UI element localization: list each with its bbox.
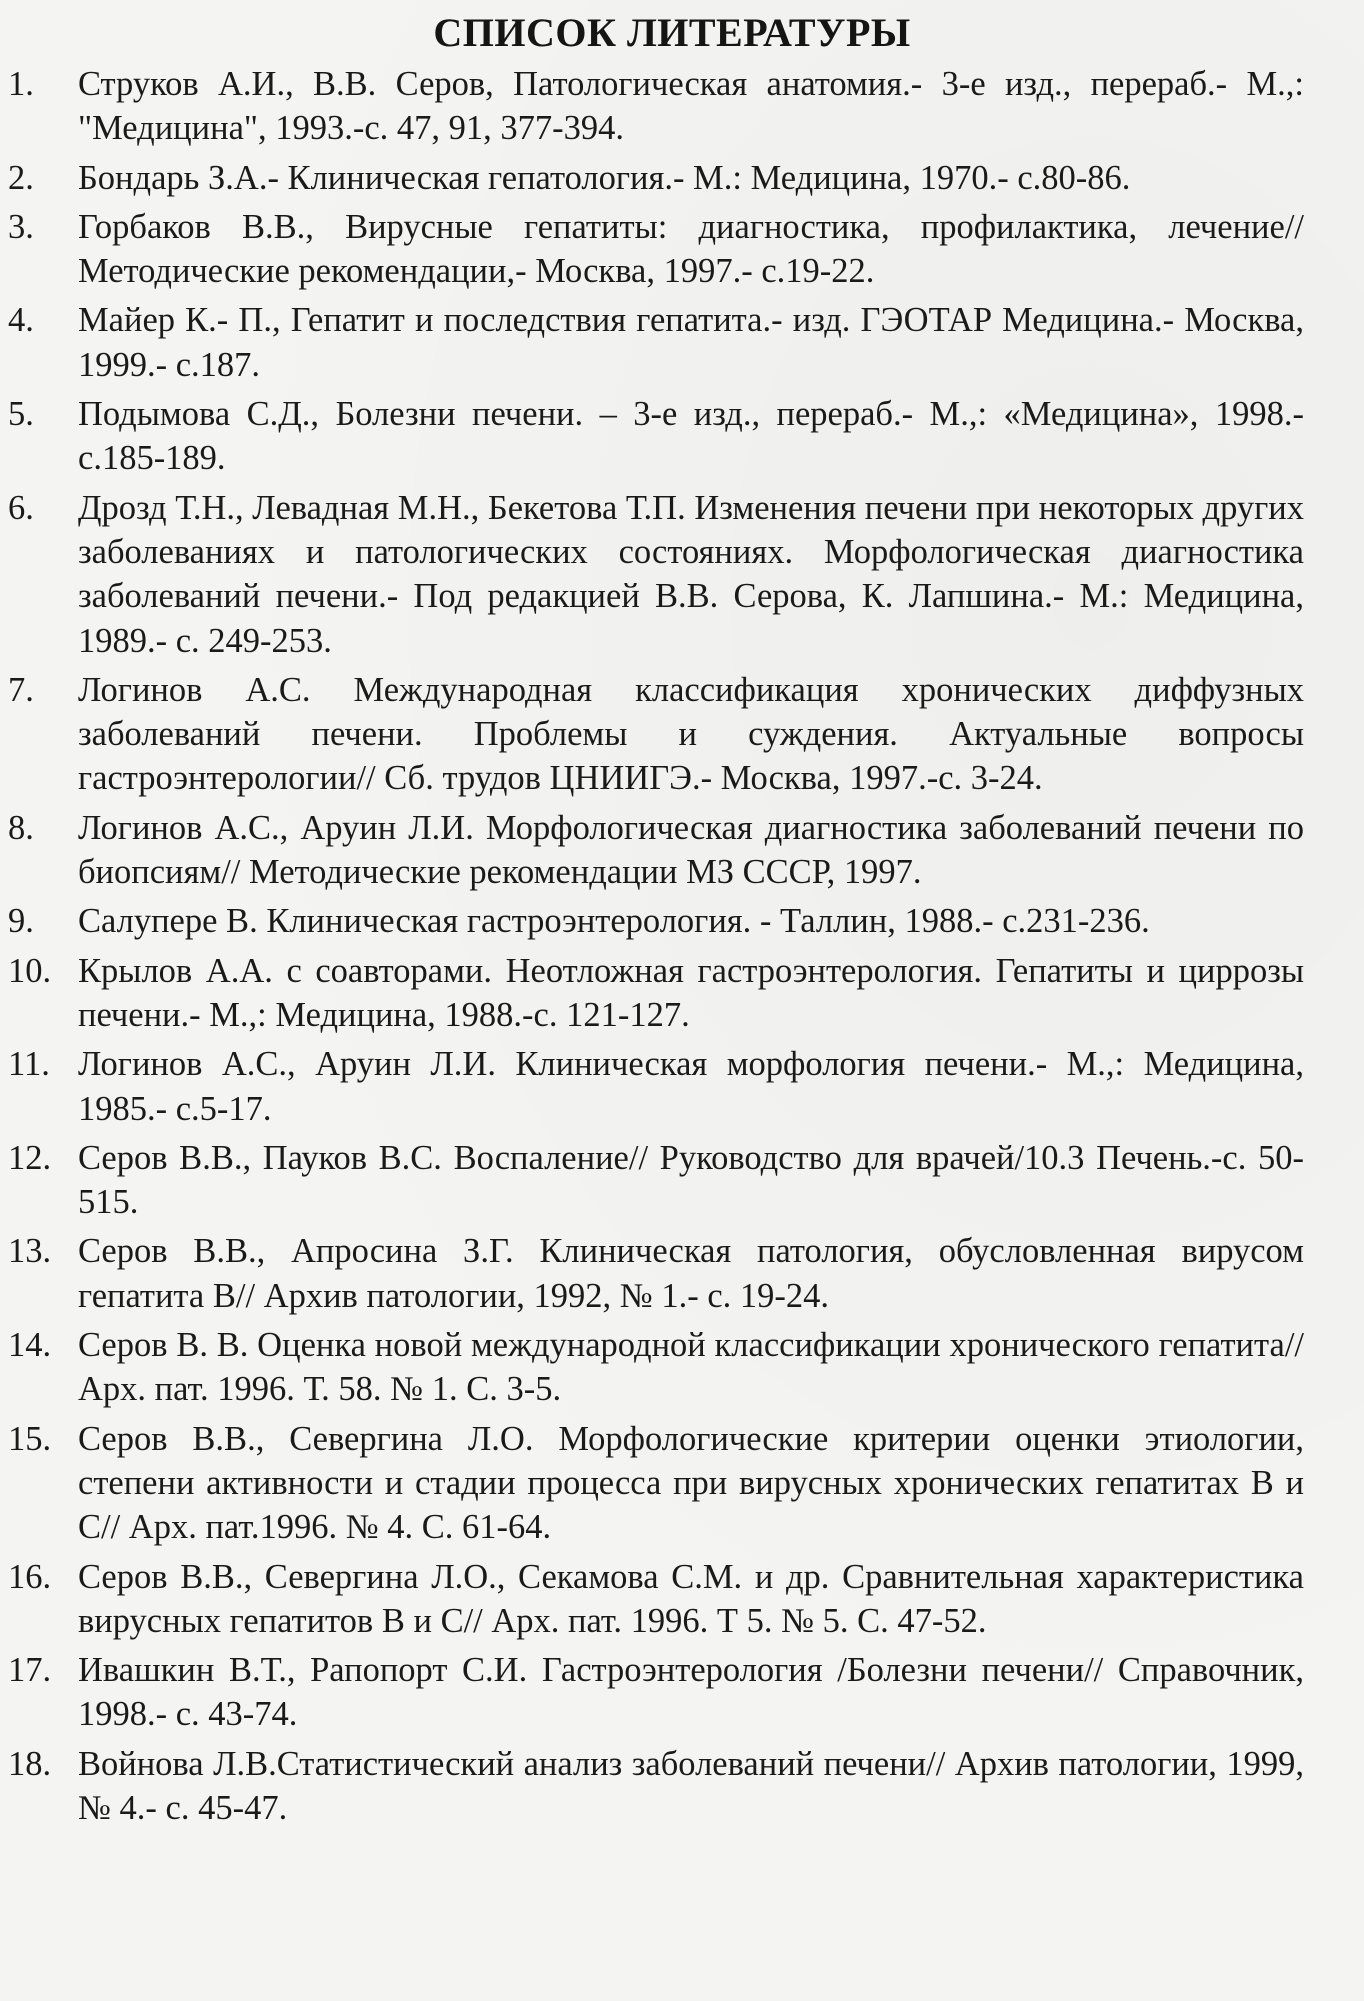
reference-number: 18.	[8, 1744, 52, 1783]
reference-item	[0, 949, 1344, 1038]
reference-item	[0, 668, 1344, 801]
reference-number: 5.	[8, 395, 34, 434]
reference-item	[0, 298, 1344, 387]
reference-text: Ивашкин В.Т., Рапопорт С.И. Гастроэнтерология /Болезни печени// Справочник, 1998.- с. 43-74.	[78, 1651, 1304, 1734]
reference-item	[0, 1323, 1344, 1412]
reference-text: Логинов А.С. Международная классификация хронических диффузных заболеваний печени. Проблемы и суждения. Актуальные вопросы гастроэнтерологии// Сб. трудов ЦНИИГЭ.- Москва, 1997.-с. 3-24.	[78, 670, 1304, 798]
reference-text: Подымова С.Д., Болезни печени. – 3-е изд., перераб.- М.,: «Медицина», 1998.- с.185-189.	[78, 395, 1304, 478]
reference-item	[0, 1742, 1344, 1831]
reference-text: Горбаков В.В., Вирусные гепатиты: диагностика, профилактика, лечение// Методические рекомендации,- Москва, 1997.- с.19-22.	[78, 207, 1304, 291]
reference-text: Логинов А.С., Аруин Л.И. Морфологическая диагностика заболеваний печени по биопсиям// Методические рекомендации МЗ СССР, 1997.	[78, 808, 1304, 892]
reference-list	[0, 62, 1344, 1830]
reference-number: 15.	[8, 1419, 52, 1458]
reference-text: Струков А.И., В.В. Серов, Патологическая анатомия.- 3-е изд., переpаб.- М.,: "Медицина", 1993.-с. 47, 91, 377-394.	[78, 65, 1304, 148]
reference-text: Серов В.В., Апросина З.Г. Клиническая патология, обусловленная вирусом гепатита В// Архив патологии, 1992, № 1.- с. 19-24.	[78, 1232, 1304, 1315]
reference-text: Майер К.- П., Гепатит и последствия гепатита.- изд. ГЭОТАР Медицина.- Москва, 1999.- с.187.	[78, 301, 1304, 384]
reference-number: 17.	[8, 1651, 52, 1690]
reference-item	[0, 1648, 1344, 1737]
reference-text: Крылов А.А. с соавторами. Неотложная гастроэнтерология. Гепатиты и циррозы печени.- М.,: Медицина, 1988.-с. 121-127.	[78, 951, 1304, 1034]
reference-text: Логинов А.С., Аруин Л.И. Клиническая морфология печени.- М.,: Медицина, 1985.- с.5-17.	[78, 1045, 1304, 1128]
reference-text: Салупере В. Клиническая гастроэнтерология. - Таллин, 1988.- с.231-236.	[78, 902, 1150, 941]
reference-text: Войнова Л.В.Статистический анализ заболеваний печени// Архив патологии, 1999, № 4.- с. 45-47.	[78, 1744, 1304, 1827]
reference-text: Дрозд Т.Н., Левадная М.Н., Бекетова Т.П. Изменения печени при некоторых других заболеваниях и патологических состояниях. Морфологическая диагностика заболеваний печени.- Под редакцией В.В. Серова, К. Лапшина.- М.: Медицина, 1989.- с. 249-253.	[78, 488, 1304, 660]
reference-item	[0, 156, 1344, 200]
reference-item	[0, 1555, 1344, 1644]
reference-item	[0, 1229, 1344, 1318]
reference-number: 12.	[8, 1138, 52, 1177]
reference-number: 16.	[8, 1557, 52, 1596]
reference-text: Бондарь З.А.- Клиническая гепатология.- М.: Медицина, 1970.- с.80-86.	[78, 158, 1131, 197]
reference-item	[0, 392, 1344, 481]
reference-number: 7.	[8, 670, 34, 709]
reference-number: 6.	[8, 488, 34, 527]
reference-number: 2.	[8, 158, 34, 197]
reference-text: Серов В.В., Севергина Л.О. Морфологические критерии оценки этиологии, степени активности и стадии процесса при вирусных хронических гепатитах В и С// Арх. пат.1996. № 4. С. 61-64.	[78, 1419, 1304, 1547]
reference-number: 4.	[8, 301, 34, 340]
reference-number: 8.	[8, 808, 34, 847]
reference-number: 3.	[8, 207, 34, 246]
reference-text: Серов В.В., Пауков В.С. Воспаление// Руководство для врачей/10.3 Печень.-с. 50-515.	[78, 1138, 1304, 1222]
reference-number: 1.	[8, 65, 34, 103]
reference-item	[0, 486, 1344, 663]
reference-item	[0, 1417, 1344, 1550]
reference-item	[0, 1136, 1344, 1225]
reference-item	[0, 62, 1344, 151]
reference-item	[0, 899, 1344, 943]
page-title: СПИСОК ЛИТЕРАТУРЫ	[433, 10, 911, 55]
reference-number: 9.	[8, 902, 34, 941]
reference-item	[0, 205, 1344, 294]
reference-number: 11.	[8, 1045, 50, 1084]
reference-text: Серов В. В. Оценка новой международной классификации хронического гепатита// Арх. пат. 1996. Т. 58. № 1. С. 3-5.	[78, 1326, 1304, 1409]
reference-number: 14.	[8, 1326, 52, 1365]
reference-number: 10.	[8, 951, 52, 990]
reference-text: Серов В.В., Севергина Л.О., Секамова С.М. и др. Сравнительная характеристика вирусных гепатитов В и С// Арх. пат. 1996. Т 5. № 5. С. 47-52.	[78, 1557, 1304, 1640]
reference-item	[0, 806, 1344, 895]
reference-item	[0, 1042, 1344, 1131]
reference-number: 13.	[8, 1232, 52, 1271]
